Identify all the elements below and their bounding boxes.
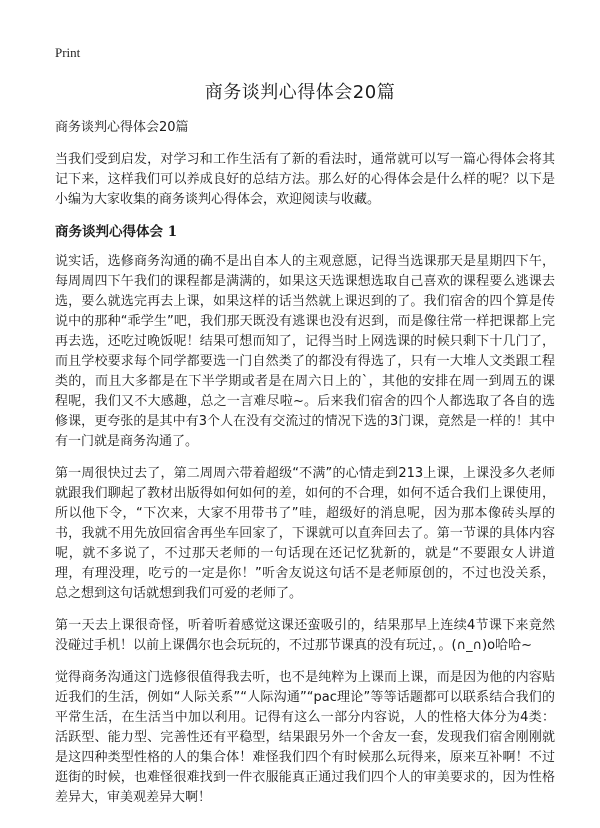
body-paragraph-4: 觉得商务沟通这门选修很值得我去听，也不是纯粹为上课而上课，而是因为他的内容贴近我们的生活，例如“人际关系”“人际沟通”“pac理论”等等话题都可以联系结合我们的平常生活，在生活当中加以利用。记得有这么一部分内容说，人的性格大体分为4类：活跃型、能力型、完善性还有平稳型，结果跟另外一个舍友一套，发现我们宿舍刚刚就是这四种类型性格的人的集合体！难怪我们四个有时候那么玩得来，原来互补啊！不过逛街的时候，也难怪很难找到一件衣服能真正通过我们四个人的审美要求的，因为性格差异大，审美观差异大啊！ <box>55 670 555 805</box>
print-link[interactable]: Print <box>55 45 81 60</box>
document-body <box>55 118 555 820</box>
page-title: 商务谈判心得体会20篇 <box>204 82 396 103</box>
body-paragraph-1: 说实话，选修商务沟通的确不是出自本人的主观意愿，记得当选课那天是星期四下午，每周周四下午我们的课程都是满满的，如果这天选课想选取自己喜欢的课程要么逃课去选，要么就选完再去上课，如果这样的话当然就上课迟到的了。我们宿舍的四个算是传说中的那种“乖学生”吧，我们那天既没有逃课也没有迟到，而是像往常一样把课都上完再去选，还吃过晚饭呢！结果可想而知了，记得当时上网选课的时候只剩下十几门了，而且学校要求每个同学都要选一门自然类了的都没有得选了，只有一大堆人文类跟工程类的，而且大多都是在下半学期或者是在周六日上的`，其他的安排在周一到周五的课程呢，我们又不大感趣，总之一言难尽啦~。后来我们宿舍的四个人都选取了各自的选修课，更夸张的是其中有3个人在没有交流过的情况下选的3门课，竟然是一样的！其中有一门就是商务沟通了。 <box>55 254 555 449</box>
intro-paragraph: 当我们受到启发，对学习和工作生活有了新的看法时，通常就可以写一篇心得体会将其记下来，这样我们可以养成良好的总结方法。那么好的心得体会是什么样的呢？以下是小编为大家收集的商务谈判心得体会，欢迎阅读与收藏。 <box>55 152 555 207</box>
document-subtitle: 商务谈判心得体会20篇 <box>55 120 189 135</box>
body-paragraph-2: 第一周很快过去了，第二周周六带着超级“不满”的心情走到213上课，上课没多久老师就跟我们聊起了教材出版得如何如何的差，如何的不合理，如何不适合我们上课使用，所以他下令，“下次来，大家不用带书了”哇，超级好的消息呢，因为那本像砖头厚的书，我就不用先放回宿舍再坐车回家了，下课就可以直奔回去了。第一节课的具体内容呢，就不多说了，不过那天老师的一句话现在还记忆犹新的，就是“不要跟女人讲道理，有理没理，吃亏的一定是你！”听舍友说这句话不是老师原创的，不过也没关系，总之想到这句话就想到我们可爱的老师了。 <box>55 466 555 601</box>
section-heading: 商务谈判心得体会 1 <box>55 224 178 240</box>
body-paragraph-3: 第一天去上课很奇怪，听着听着感觉这课还蛮吸引的，结果那早上连续4节课下来竟然没碰过手机！以前上课偶尔也会玩玩的，不过那节课真的没有玩过，。(∩_∩)o哈哈~ <box>55 618 555 653</box>
